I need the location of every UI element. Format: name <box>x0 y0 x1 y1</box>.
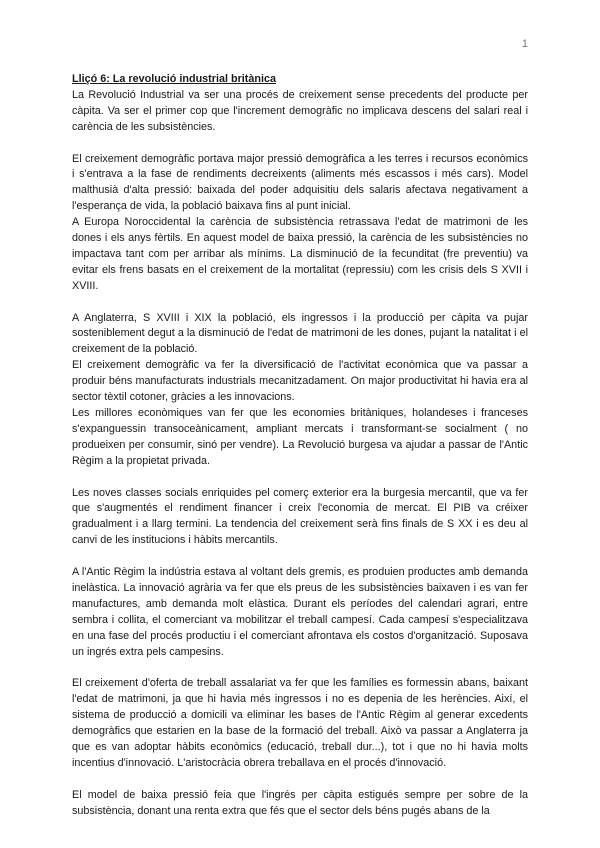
lesson-title: Lliçó 6: La revolució industrial britànica <box>72 73 276 85</box>
paragraph: A Europa Noroccidental la carència de subsistència retrassava l'edat de matrimoni de les dones i els anys fèrtils. En aquest model de baixa pressió, la carència de les subsistències no impactava tant com per arribar als mínims. La disminució de la fecunditat (fre preventiu) va evitar els frens basats en el creixement de la mortalitat (repressiu) com les crisis dels S XVII i XVIII. <box>72 216 528 292</box>
paragraph: A Anglaterra, S XVIII i XIX la població, els ingressos i la producció per càpita va pujar sosteniblement degut a la disminució de l'edat de matrimoni de les dones, pujant la natalitat i el creixement de la població. <box>72 311 528 356</box>
page-number: 1 <box>521 38 528 50</box>
document-body <box>72 72 528 820</box>
paragraph: El creixement demogràfic va fer la diversificació de l'activitat econòmica que va passar a produir béns manufacturats industrials mecanitzadament. On major productivitat hi havia era al sector tèxtil cotoner, gràcies a les innovacions. <box>72 359 528 404</box>
paragraph: Les millores econòmiques van fer que les economies britàniques, holandeses i franceses s'expanguessin transoceànicament, ampliant mercats i transformant-se socialment ( no produeixen per consumir, sinó per vendre). La Revolució burgesa va ajudar a passar de l'Antic Règim a la propietat privada. <box>72 407 528 467</box>
paragraph: El model de baixa pressió feia que l'ingrés per càpita estigués sempre per sobre de la subsistència, donant una renta extra que fés que el sector dels béns pugés abans de la <box>72 788 528 817</box>
paragraph: El creixement demogràfic portava major pressió demogràfica a les terres i recursos econòmics i s'entrava a la fase de rendiments decreixents (aliments més escassos i més cars). Model malthusià d'alta pressió: baixada del poder adquisitiu dels salaris afectava negativament a l'esperança de vida, la població baixava fins al punt inicial. <box>72 152 528 213</box>
paragraph: El creixement d'oferta de treball assalariat va fer que les famílies es formessin abans, baixant l'edat de matrimoni, ja que hi havia més ingressos i no es depenia de les herències. Així, el sistema de producció a domicili va eliminar les bases de l'Antic Règim al generar excedents demogràfics que estarien en la base de la formació del treball. Això va passar a Anglaterra ja que es van adoptar hàbits econòmics (educació, treball dur...), tot i que no hi havia molts incentius d'innovació. L'aristocràcia obrera treballava en el procés d'innovació. <box>72 677 528 769</box>
paragraph: Les noves classes socials enriquides pel comerç exterior era la burgesia mercantil, que va fer que s'augmentés el rendiment financer i creix l'economia de mercat. El PIB va créixer gradualment i a llarg termini. La tendencia del creixement serà fins finals de S XX i es deu al canvi de les institucions i hàbits mercantils. <box>72 486 528 547</box>
paragraph: La Revolució Industrial va ser una procés de creixement sense precedents del producte per càpita. Va ser el primer cop que l'increment demogràfic no implicava descens del salari real i carència de les subsistències. <box>72 88 528 133</box>
paragraph: A l'Antic Règim la indústria estava al voltant dels gremis, es produien productes amb demanda inelàstica. La innovació agrària va fer que els preus de les subsistències baixaven i es van fer manufactures, amb demanda molt elàstica. Durant els períodes del calendari agrari, entre sembra i collita, el comerciant va mobilitzar el treball campesí. Cada campesí s'especialitzava en una fase del procés productiu i el comerciant afrontava els costos d'organització. Suposava un ingrés extra pels campesins. <box>72 566 528 658</box>
